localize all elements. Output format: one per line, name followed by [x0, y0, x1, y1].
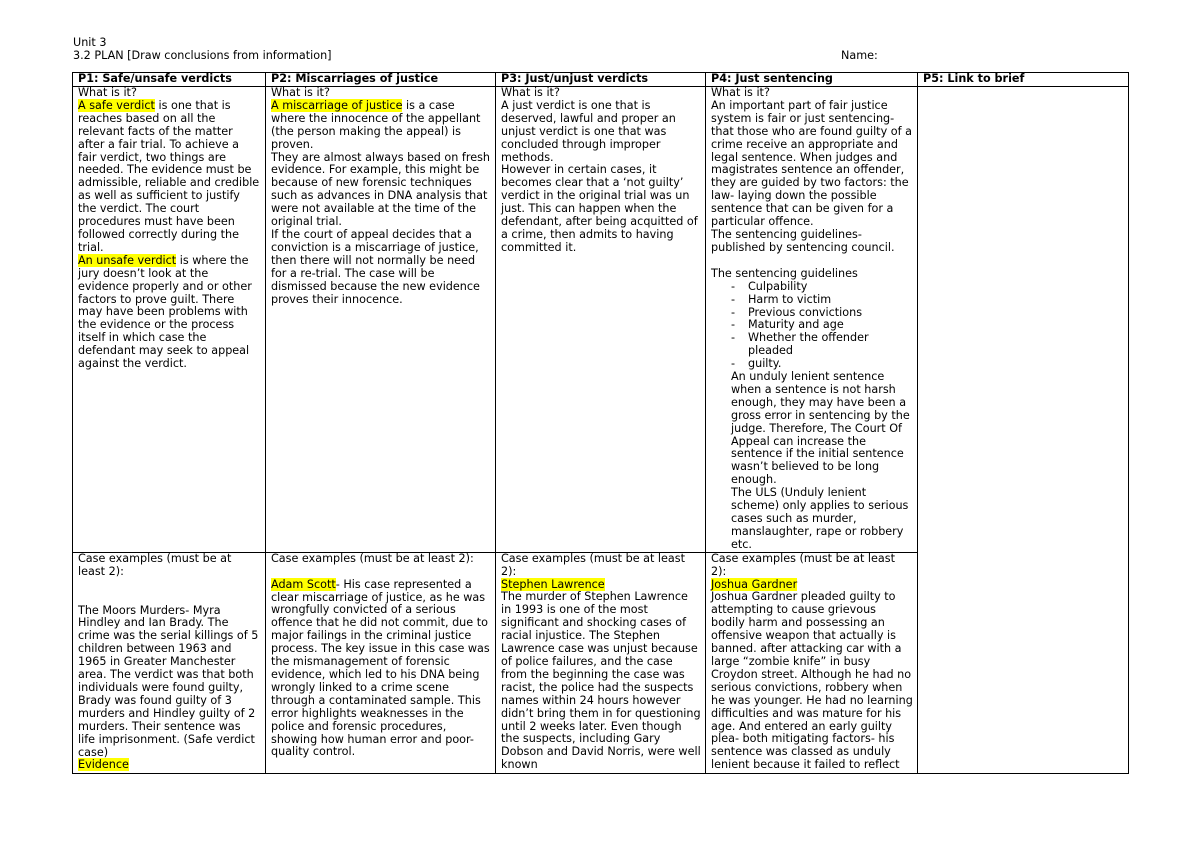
unit-label: Unit 3	[73, 36, 107, 49]
joshua-gardner-name: Joshua Gardner	[711, 577, 798, 591]
column-header-p1: P1: Safe/unsafe verdicts	[73, 73, 266, 87]
fresh-evidence-paragraph: They are almost always based on fresh evidence. For example, this might be because of new forensic techniques such as advances in DNA analysis that were not available at the time of the original trial.	[271, 150, 490, 229]
not-guilty-paragraph: However in certain cases, it becomes clear that a ‘not guilty’ verdict in the original trial was un just. This can happen when the defendant, after being acquitted of a crime, then admits to having committed it.	[501, 163, 698, 254]
column-header-p2: P2: Miscarriages of justice	[266, 73, 496, 87]
column-header-p5: P5: Link to brief	[918, 73, 1129, 87]
miscarriage-term: A miscarriage of justice	[271, 98, 403, 112]
what-is-it-label: What is it?	[711, 86, 770, 99]
guideline-factor: - Previous convictions	[731, 307, 913, 320]
joshua-gardner-case: Joshua Gardner pleaded guilty to attempting to cause grievous bodily harm and possessing an offensive weapon that actually is banned. after attacking car with a large “zombie knife” in busy Croydon street. Although he had no serious convictions, robbery when he was younger. He had no learning difficulties and was mature for his age. And entered an early guilty plea- both mitigating factors- his sentence was classed as unduly lenient because it failed to reflect	[711, 590, 913, 772]
what-is-it-label: What is it?	[501, 86, 560, 99]
p1-what-is-it-cell	[73, 87, 266, 553]
guideline-factor: - Whether the offender pleaded	[731, 332, 913, 358]
column-header-p3: P3: Just/unjust verdicts	[496, 73, 706, 87]
what-is-it-label: What is it?	[271, 86, 330, 99]
what-is-it-label: What is it?	[78, 86, 137, 99]
fair-sentencing-paragraph: An important part of fair justice system is fair or just sentencing- that those who are found guilty of a crime receive an appropriate and legal sentence. When judges and magistrates sentence an offender, they are guided by two factors: the law- laying down the possible sentence that can be given for a particular offence.	[711, 98, 912, 229]
case-examples-label: Case examples (must be at least 2):	[271, 552, 474, 565]
adam-scott-text: - His case represented a clear miscarriage of justice, as he was wrongfully convicted of a serious offence that he did not commit, due to major failings in the criminal justice process. The key issue in this case was the mismanagement of forensic evidence, which led to his DNA being wrongly linked to a crime scene through a contaminated sample. This error highlights weaknesses in the police and forensic procedures, showing how human error and poor-quality control.	[271, 577, 490, 759]
p1-case-examples-cell	[73, 552, 266, 773]
guidelines-published-paragraph: The sentencing guidelines- published by sentencing council.	[711, 227, 895, 254]
just-verdict-paragraph: A just verdict is one that is deserved, lawful and proper an unjust verdict is one that was concluded through improper methods.	[501, 98, 676, 164]
p4-what-is-it-cell	[706, 87, 918, 553]
header-row	[73, 73, 1129, 87]
safe-verdict-text: is one that is reaches based on all the relevant facts of the matter after a fair trial. To achieve a fair verdict, two things are needed. The evidence must be admissible, reliable and credible as well as sufficient to justify the verdict. The court procedures must have been followed correctly during the trial.	[78, 98, 260, 254]
p5-link-to-brief-cell	[918, 87, 1129, 774]
court-of-appeal-paragraph: If the court of appeal decides that a conviction is a miscarriage of justice, then there will not normally be need for a re-trial. The case will be dismissed because the new evidence proves their innocence.	[271, 227, 480, 306]
miscarriage-definition	[271, 100, 491, 152]
guidelines-title: The sentencing guidelines	[711, 266, 858, 280]
p4-case-examples-cell	[706, 552, 918, 773]
case-examples-label: Case examples (must be at least 2):	[78, 552, 232, 578]
unsafe-verdict-term: An unsafe verdict	[78, 253, 177, 267]
p2-case-examples-cell	[266, 552, 496, 773]
p3-case-examples-cell	[496, 552, 706, 773]
uls-scheme-paragraph: The ULS (Unduly lenient scheme) only applies to serious cases such as murder, manslaughter, rape or robbery etc.	[731, 486, 909, 551]
case-examples-label: Case examples (must be at least 2):	[711, 552, 895, 578]
plan-table	[72, 72, 1129, 774]
what-is-it-row	[73, 87, 1129, 553]
safe-verdict-paragraph	[78, 100, 261, 255]
unsafe-verdict-text: is where the jury doesn’t look at the evidence properly and or other factors to prove guilt. There may have been problems with the evidence or the process itself in which case the defendant may seek to appeal against the verdict.	[78, 253, 252, 371]
spacer	[711, 255, 913, 268]
unduly-lenient-paragraph: An unduly lenient sentence when a sentence is not harsh enough, they may have been a gross error in sentencing by the judge. Therefore, The Court Of Appeal can increase the sentence if the initial sentence wasn’t believed to be long enough.	[731, 370, 910, 487]
p3-what-is-it-cell	[496, 87, 706, 553]
guideline-factor: - Maturity and age	[731, 319, 913, 332]
p2-what-is-it-cell	[266, 87, 496, 553]
evidence-tag: Evidence	[78, 758, 129, 772]
guideline-factor: - guilty.	[731, 358, 913, 371]
evidence-tag-line	[78, 759, 261, 772]
spacer	[78, 579, 261, 605]
plan-title: 3.2 PLAN [Draw conclusions from information]	[73, 49, 332, 62]
guideline-factors-list	[711, 281, 913, 371]
safe-verdict-term: A safe verdict	[78, 98, 155, 112]
name-label: Name:	[841, 49, 878, 62]
miscarriage-text: is a case where the innocence of the appellant (the person making the appeal) is proven.	[271, 98, 481, 151]
guideline-factor: - Harm to victim	[731, 294, 913, 307]
adam-scott-case	[271, 579, 491, 760]
stephen-lawrence-case: The murder of Stephen Lawrence in 1993 is one of the most significant and shocking cases of racial injustice. The Stephen Lawrence case was unjust because of police failures, and the case from the beginning the case was racist, the police had the suspects names within 24 hours however didn’t bring them in for questioning until 2 weeks later. Even though the suspects, including Gary Dobson and David Norris, were well known	[501, 590, 701, 772]
adam-scott-name: Adam Scott	[271, 577, 336, 591]
guideline-factor: - Culpability	[731, 281, 913, 294]
stephen-lawrence-name: Stephen Lawrence	[501, 577, 605, 591]
case-examples-label: Case examples (must be at least 2):	[501, 552, 685, 578]
unsafe-verdict-paragraph	[78, 255, 261, 371]
column-header-p4: P4: Just sentencing	[706, 73, 918, 87]
document-header	[73, 37, 1133, 63]
moors-murders-case: The Moors Murders- Myra Hindley and Ian Brady. The crime was the serial killings of 5 children between 1963 and 1965 in Greater Manchester area. The verdict was that both individuals were found guilty, Brady was found guilty of 3 murders and Hindley guilty of 2 murders. Their sentence was life imprisonment. (Safe verdict case)	[78, 603, 259, 759]
